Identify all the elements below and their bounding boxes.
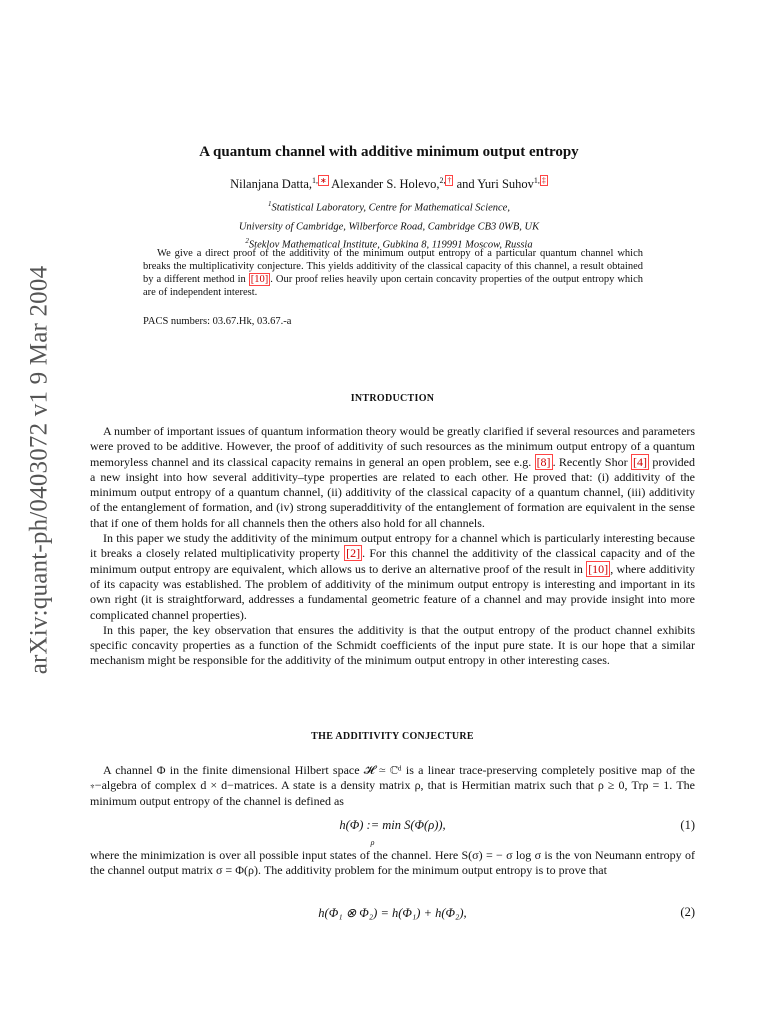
paragraph: In this paper, the key observation that ensures the additivity is that the output entropy of the product channel exhibits specific concavity properties as a function of the Schmidt coefficients of the input pure state. It is our hope that a similar mechanism might be responsible for the additivity of the minimum output entropy in other interesting cases. <box>90 622 695 668</box>
author-superscript: 2, <box>439 176 446 185</box>
citation-link[interactable]: [10] <box>588 561 609 576</box>
equation-number: (1) <box>680 818 695 832</box>
additivity-body-1 <box>90 763 695 809</box>
affiliations <box>90 197 688 253</box>
footnote-link[interactable]: ‡ <box>541 176 546 185</box>
citation-link[interactable]: [4] <box>632 454 647 469</box>
affiliation-line: $^1$Statistical Laboratory, Centre for Mathematical Science, <box>268 200 510 214</box>
equation-1 <box>90 818 695 847</box>
section-heading-additivity: THE ADDITIVITY CONJECTURE <box>311 731 474 742</box>
equation-expression: h(Φ₁ ⊗ Φ₂) = h(Φ₁) + h(Φ₂), <box>318 906 467 920</box>
arxiv-identifier <box>14 110 64 830</box>
paragraph: A channel Φ in the finite dimensional Hilbert space 𝓗 ≃ ℂᵈ is a linear trace-preserving completely positive map of the ∗−algebra of complex d × d−matrices. A state is a density matrix ρ, that is Hermitian matrix such that ρ ≥ 0, Trρ = 1. The minimum output entropy of the channel is defined as <box>90 763 695 808</box>
paragraph: A number of important issues of quantum information theory would be greatly clarified if several resources and parameters were proved to be additive. However, the proof of additivity of such resources as the minimum output entropy of a quantum memoryless channel and its classical capacity remains in general an open problem, see e.g. [8] . Recently Shor [4] provided a new insight into how several additivity–type properties are related to each other. He proved that: (i) additivity of the minimum output entropy of a quantum channel, (ii) additivity of the classical capacity of a quantum channel, (iii) additivity of the entanglement of formation, and (iv) strong superadditivity of the entanglement of formation are equivalent in the sense that if one of them holds for all channels then the others also hold for all channels. <box>90 424 695 530</box>
paper-title: A quantum channel with additive minimum output entropy <box>199 144 579 160</box>
paragraph: where the minimization is over all possible input states of the channel. Here S(σ) = − σ log σ is the von Neumann entropy of the channel output matrix σ = Φ(ρ). The additivity problem for the minimum output entropy is to prove that <box>90 848 695 878</box>
author-name: Alexander S. Holevo, <box>331 177 440 192</box>
section-heading-introduction: INTRODUCTION <box>350 393 435 404</box>
citation-link[interactable]: [8] <box>536 454 551 469</box>
author-name: and Yuri Suhov <box>456 177 534 192</box>
additivity-body-2 <box>90 848 695 879</box>
affiliation-line: $^2$Steklov Mathematical Institute, Gubkina 8, 119991 Moscow, Russia <box>245 237 533 251</box>
footnote-link[interactable]: † <box>447 176 452 185</box>
citation-link[interactable]: [10] <box>250 274 269 285</box>
pacs-numbers: PACS numbers: 03.67.Hk, 03.67.-a <box>143 316 292 327</box>
equation-expression: h(Φ) := min S(Φ(ρ)), <box>339 818 446 832</box>
author-list <box>90 176 688 192</box>
citation-link[interactable]: [2] <box>346 546 361 561</box>
author-superscript: 1, <box>533 176 540 185</box>
arxiv-identifier-text: arXiv:quant-ph/0403072 v1 9 Mar 2004 <box>25 265 52 675</box>
paragraph: In this paper we study the additivity of the minimum output entropy for a channel which is particularly interesting because it breaks a closely related multiplicativity property [2] . For this channel the additivity of the classical capacity and of the minimum output entropy are equivalent, which allows us to derive an alternative proof of the result in [10] , where additivity of its capacity was established. The problem of additivity of the minimum output entropy is interesting and important in its own right (it is straightforward, addresses a fundamental geometric feature of a channel and may provide insight into more complicated channel properties). <box>90 531 696 622</box>
footnote-link[interactable]: ∗ <box>320 176 327 185</box>
author-superscript: 1, <box>312 176 318 185</box>
equation-number: (2) <box>680 905 695 919</box>
affiliation-line: University of Cambridge, Wilberforce Road, Cambridge CB3 0WB, UK <box>238 221 540 232</box>
abstract: We give a direct proof of the additivity of the minimum output entropy of a particular quantum channel which breaks the multiplicativity conjecture. This yields additivity of the classical capacity of this channel, a result obtained by a different method in [10] . Our proof relies heavily upon certain concavity properties of the output entropy which are of independent interest. <box>143 248 643 298</box>
equation-subscript: ρ <box>370 838 375 847</box>
introduction-body <box>90 424 695 669</box>
equation-2 <box>90 905 695 925</box>
author-name: Nilanjana Datta, <box>230 177 312 192</box>
